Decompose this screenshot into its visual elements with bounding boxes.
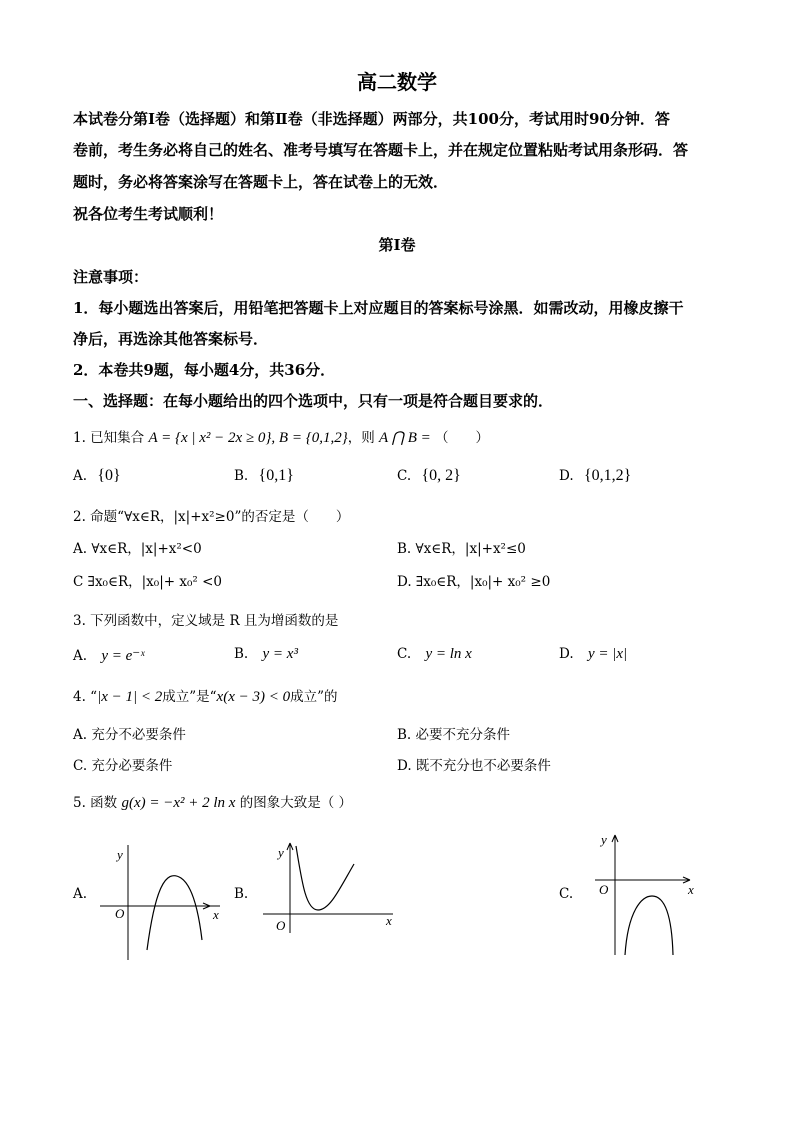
q2-option-d: D. ∃x₀∈R，|x₀|+ x₀² ≥0 (397, 574, 551, 590)
q1-option-c-value: {0, 2} (421, 467, 461, 484)
notes-item-1-line-2: 净后，再选涂其他答案标号． (73, 330, 269, 348)
q1-prefix: 1. 已知集合 (73, 430, 145, 446)
intro-line-3: 题时，务必将答案涂写在答题卡上，答在试卷上的无效． (73, 173, 449, 191)
graph-c (590, 830, 700, 960)
q4-math-1: |x − 1| < 2 (97, 689, 163, 705)
notes-item-2: 2．本卷共9题，每小题4分，共36分． (73, 361, 336, 379)
q3-option-a-label: A. (73, 648, 88, 664)
q4-option-a: A. 充分不必要条件 (73, 727, 186, 743)
q2-option-b: B. ∀x∈R，|x|+x²≤0 (397, 541, 526, 557)
q4-option-c: C. 充分必要条件 (73, 758, 173, 774)
intro-wish: 祝各位考生考试顺利！ (73, 205, 224, 223)
q1-mid: ，则 (347, 430, 375, 446)
intro-line-2: 卷前，考生务必将自己的姓名、准考号填写在答题卡上，并在规定位置粘贴考试用条形码．答 (73, 141, 689, 159)
notes-heading: 注意事项： (73, 268, 149, 286)
q1-option-b (234, 467, 294, 485)
q5-option-c-label: C. (559, 886, 574, 902)
q1-option-d (559, 467, 631, 485)
q3-option-b-label: B. (234, 646, 249, 662)
question-2-stem: 2. 命题“∀x∈R，|x|+x²≥0”的否定是（ ） (73, 509, 350, 525)
graph-b-y-label: y (278, 845, 284, 860)
q1-option-c-label: C. (397, 468, 412, 484)
graph-b-x-label: x (386, 913, 392, 928)
notes-item-1-line-1: 1．每小题选出答案后，用铅笔把答题卡上对应题目的答案标号涂黑．如需改动，用橡皮擦干 (73, 299, 684, 317)
graph-a-curve (147, 876, 202, 950)
q1-option-d-label: D. (559, 468, 574, 484)
q3-option-d-value: y = |x| (587, 646, 628, 662)
q3-option-b (234, 646, 298, 663)
q5-stem-part-1: 5. 函数 (73, 795, 118, 811)
part-heading: 一、选择题：在每小题给出的四个选项中，只有一项是符合题目要求的． (73, 392, 554, 410)
graph-a-y-label: y (117, 847, 123, 862)
graph-c-origin: O (599, 882, 609, 897)
q3-option-a (73, 646, 144, 665)
question-5-stem (73, 791, 352, 812)
q4-stem-part-2: 成立”是“ (162, 689, 217, 705)
q3-option-c (397, 646, 472, 663)
q1-option-a-label: A. (73, 468, 88, 484)
q1-math-2: A ⋂ B = (379, 430, 431, 446)
q3-option-a-value: y = e⁻ˣ (101, 648, 145, 664)
graph-c-curve (625, 896, 673, 955)
q4-math-2: x(x − 3) < 0 (216, 689, 291, 705)
q2-option-a: A. ∀x∈R，|x|+x²<0 (73, 541, 202, 557)
page-title: 高二数学 (357, 70, 437, 94)
intro-line-1: 本试卷分第Ⅰ卷（选择题）和第Ⅱ卷（非选择题）两部分，共100分，考试用时90分钟．答 (73, 110, 670, 128)
graph-b-curve (296, 846, 354, 910)
question-3-stem: 3. 下列函数中，定义域是 R 且为增函数的是 (73, 613, 339, 629)
q3-option-d (559, 646, 627, 663)
graph-b-origin: O (276, 918, 286, 933)
q3-option-d-label: D. (559, 646, 574, 662)
q1-option-a (73, 467, 121, 485)
q1-suffix: （ ） (435, 430, 490, 446)
graph-b (258, 838, 403, 938)
graph-a-x-label: x (213, 907, 219, 922)
question-1-stem (73, 426, 489, 447)
q4-option-b: B. 必要不充分条件 (397, 727, 511, 743)
q5-option-b-label: B. (234, 886, 249, 902)
q3-option-c-value: y = ln x (425, 646, 472, 662)
section-title: 第Ⅰ卷 (378, 236, 416, 254)
q1-option-c (397, 467, 461, 485)
graph-c-y-label: y (601, 832, 607, 847)
q5-stem-part-2: 的图象大致是（ ） (239, 795, 353, 811)
graph-a (95, 830, 230, 970)
graph-a-origin: O (115, 906, 125, 921)
graph-c-x-label: x (688, 882, 694, 897)
q3-option-b-value: y = x³ (262, 646, 298, 662)
q1-option-b-value: {0,1} (258, 467, 294, 484)
q4-stem-part-3: 成立”的 (290, 689, 338, 705)
q4-option-d: D. 既不充分也不必要条件 (397, 758, 551, 774)
q5-math: g(x) = −x² + 2 ln x (121, 795, 236, 811)
q4-stem-part-1: 4. “ (73, 689, 98, 705)
q5-option-a-label: A. (73, 886, 88, 902)
q2-option-c: C ∃x₀∈R，|x₀|+ x₀² <0 (73, 574, 222, 590)
q1-option-d-value: {0,1,2} (583, 467, 632, 484)
q3-option-c-label: C. (397, 646, 412, 662)
q1-option-a-value: {0} (97, 467, 121, 484)
q1-math: A = {x | x² − 2x ≥ 0}, B = {0,1,2} (148, 430, 348, 446)
q1-option-b-label: B. (234, 468, 249, 484)
question-4-stem (73, 685, 338, 706)
